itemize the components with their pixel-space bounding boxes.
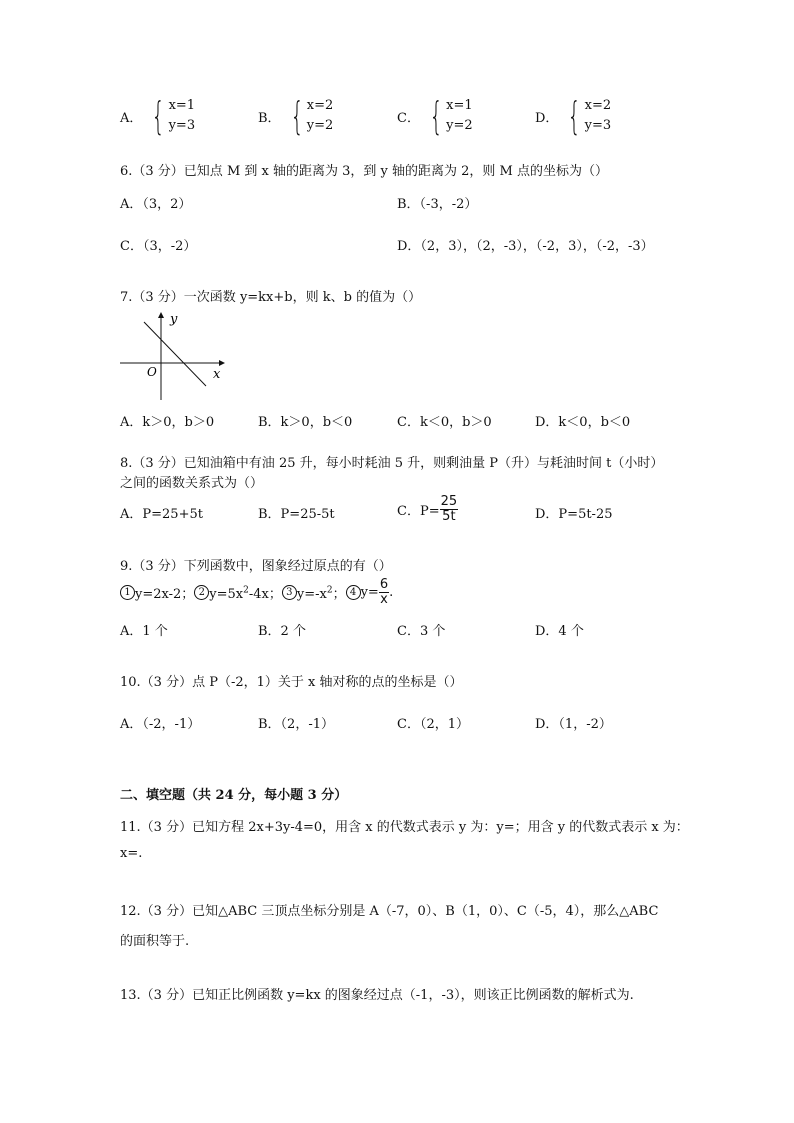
q6-option-a: A．（3，2） <box>120 197 192 212</box>
equation: y=3 <box>584 118 612 133</box>
function-4-prefix: y= <box>360 585 379 600</box>
function-4-end: . <box>389 585 394 600</box>
option-label: B． <box>258 110 281 126</box>
q9-option-d: D．4 个 <box>535 624 584 639</box>
q9-option-b: B．2 个 <box>258 624 306 639</box>
option-label: D． <box>535 110 559 126</box>
q6-option-d: D．（2，3），（2，-3），（-2，3），（-2，-3） <box>397 239 654 254</box>
equation: x=1 <box>168 98 196 113</box>
option-c-prefix: C．P= <box>397 504 440 519</box>
q10-option-a: A．（-2，-1） <box>120 717 201 732</box>
q6-stem: 6.（3 分）已知点 M 到 x 轴的距离为 3，到 y 轴的距离为 2，则 M 点的坐标为（） <box>120 164 608 179</box>
function-3 <box>297 583 346 602</box>
q8-option-b: B．P=25-5t <box>258 507 335 522</box>
x-axis-label: x <box>213 367 221 382</box>
brace-icon: { <box>429 94 443 138</box>
function-1: y=2x-2； <box>135 587 195 602</box>
circled-number: 4 <box>346 585 361 600</box>
equation: y=3 <box>168 118 196 133</box>
brace-icon: { <box>290 94 304 138</box>
q7-stem: 7.（3 分）一次函数 y=kx+b，则 k、b 的值为（） <box>120 290 422 305</box>
q10-stem: 10.（3 分）点 P（-2，1）关于 x 轴对称的点的坐标是（） <box>120 675 463 690</box>
fraction-denominator: x <box>380 592 388 607</box>
q10-option-c: C．（2，1） <box>397 717 469 732</box>
q11-line2: x=. <box>120 846 143 861</box>
q5-option-d <box>535 96 611 136</box>
circled-number: 1 <box>120 585 135 600</box>
q8-option-c <box>397 495 458 524</box>
equation: y=2 <box>306 118 334 133</box>
q6-option-c: C．（3，-2） <box>120 239 197 254</box>
equation: x=2 <box>584 98 612 113</box>
q8-option-a: A．P=25+5t <box>120 507 203 522</box>
section-heading: 二、填空题（共 24 分，每小题 3 分） <box>120 788 348 803</box>
function-2 <box>209 583 282 602</box>
fraction-numerator: 6 <box>379 577 389 592</box>
x-axis-arrow-icon <box>219 360 225 366</box>
q12-line2: 的面积等于. <box>120 934 190 949</box>
q7-option-a: A．k＞0，b＞0 <box>120 415 215 430</box>
q7-graph <box>118 308 228 404</box>
brace-icon: { <box>151 94 166 138</box>
exponent: 2 <box>326 585 333 596</box>
q9-stem: 9.（3 分）下列函数中，图象经过原点的有（） <box>120 559 392 574</box>
y-axis-arrow-icon <box>158 312 164 318</box>
q7-option-b: B．k＞0，b＜0 <box>258 415 353 430</box>
fraction <box>440 495 459 524</box>
function-2-part: y=5x <box>209 587 244 602</box>
q9-functions <box>120 578 393 607</box>
equation: x=2 <box>306 98 334 113</box>
fraction-numerator: 25 <box>440 494 458 509</box>
function-3-part: y=-x <box>296 587 327 602</box>
q12-line1: 12.（3 分）已知△ABC 三顶点坐标分别是 A（-7，0）、B（1，0）、C（-5，4），那么△ABC <box>120 904 659 919</box>
q9-option-c: C．3 个 <box>397 624 446 639</box>
option-label: A． <box>120 110 143 126</box>
origin-label: O <box>147 365 157 379</box>
q6-option-b: B．（-3，-2） <box>397 197 478 212</box>
q9-option-a: A．1 个 <box>120 624 168 639</box>
q11-line1: 11.（3 分）已知方程 2x+3y-4=0，用含 x 的代数式表示 y 为：y=；用含 y 的代数式表示 x 为： <box>120 820 689 835</box>
brace-icon: { <box>567 94 582 138</box>
option-label: C． <box>397 110 420 126</box>
q5-option-a <box>120 96 195 136</box>
q13-line1: 13.（3 分）已知正比例函数 y=kx 的图象经过点（-1，-3），则该正比例函数的解析式为. <box>120 988 634 1003</box>
fraction <box>379 578 389 607</box>
equation: y=2 <box>446 118 473 133</box>
q10-option-d: D．（1，-2） <box>535 717 612 732</box>
q8-stem-line2: 之间的函数关系式为（） <box>120 476 264 491</box>
equation: x=1 <box>446 98 473 113</box>
y-axis-label: y <box>170 312 178 327</box>
q5-option-c <box>397 96 473 136</box>
fraction-denominator: 5t <box>442 509 456 524</box>
circled-number: 2 <box>194 585 209 600</box>
q5-option-b <box>258 96 333 136</box>
q7-option-c: C．k＜0，b＞0 <box>397 415 492 430</box>
q7-option-d: D．k＜0，b＜0 <box>535 415 631 430</box>
q10-option-b: B．（2，-1） <box>258 717 334 732</box>
exponent: 2 <box>243 585 249 596</box>
function-2-part: -4x； <box>248 587 282 602</box>
q8-option-d: D．P=5t-25 <box>535 507 613 522</box>
function-3-part: ； <box>332 587 346 602</box>
circled-number: 3 <box>282 585 297 600</box>
q8-stem-line1: 8.（3 分）已知油箱中有油 25 升，每小时耗油 5 升，则剩油量 P（升）与耗油时间 t（小时） <box>120 456 664 471</box>
